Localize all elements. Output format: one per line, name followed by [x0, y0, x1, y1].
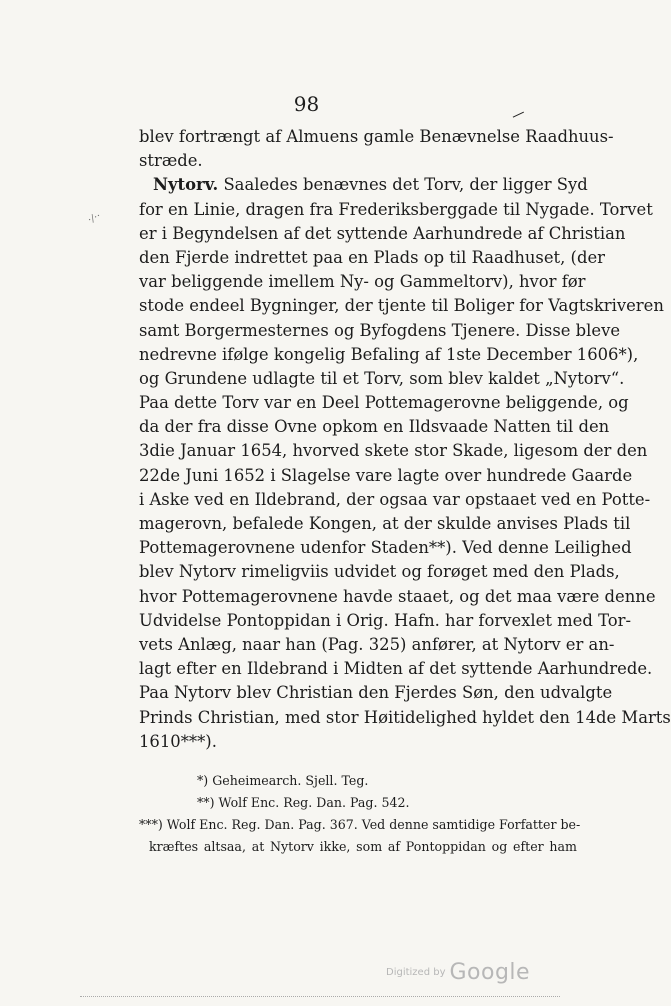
- text-line: Prinds Christian, med stor Høitidelighed hyldet den 14de Marts: [139, 707, 671, 727]
- entry-term: Nytorv.: [153, 175, 219, 195]
- text-line: er i Begyndelsen af det syttende Aarhundrede af Christian: [139, 223, 626, 243]
- text-line: Paa Nytorv blev Christian den Fjerdes Søn, den udvalgte: [139, 683, 613, 703]
- watermark-prefix: Digitized by: [386, 967, 446, 978]
- text-line: for en Linie, dragen fra Frederiksberggade til Nygade. Torvet: [139, 199, 653, 219]
- text-line: da der fra disse Ovne opkom en Ildsvaade Natten til den: [139, 417, 610, 437]
- text-line: den Fjerde indrettet paa en Plads op til Raadhuset, (der: [139, 247, 605, 267]
- text-line: 22de Juni 1652 i Slagelse vare lagte over hundrede Gaarde: [139, 465, 633, 485]
- body-text: [139, 125, 671, 754]
- text-line: stræde.: [139, 151, 203, 171]
- text-line: [139, 173, 588, 197]
- text-line: blev Nytorv rimeligviis udvidet og forøget med den Plads,: [139, 562, 620, 582]
- text-line: nedrevne ifølge kongelig Befaling af 1ste December 1606*),: [139, 344, 639, 364]
- margin-pencil-mark: ·/··: [86, 210, 103, 227]
- scan-edge-dots: [80, 996, 560, 999]
- text-line: 3die Januar 1654, hvorved skete stor Skade, ligesom der den: [139, 441, 648, 461]
- text-line: var beliggende imellem Ny- og Gammeltorv), hvor før: [139, 272, 586, 292]
- text-line: lagt efter en Ildebrand i Midten af det syttende Aarhundrede.: [139, 659, 653, 679]
- text-line: magerovn, befalede Kongen, at der skulde anvises Plads til: [139, 514, 631, 533]
- text-line: hvor Pottemagerovnene havde staaet, og det maa være denne: [139, 586, 656, 606]
- digitized-watermark: [386, 960, 530, 985]
- text-line: stode endeel Bygninger, der tjente til Boliger for Vagtskriveren: [139, 296, 664, 316]
- text-line-content: Saaledes benævnes det Torv, der ligger Syd: [223, 175, 588, 195]
- google-logo: Google: [449, 960, 531, 985]
- text-line: blev fortrængt af Almuens gamle Benævnelse Raadhuus-: [139, 127, 614, 146]
- footnote: *) Geheimearch. Sjell. Teg.: [197, 773, 369, 788]
- text-line: 1610***).: [139, 731, 217, 751]
- text-line: Pottemagerovnene udenfor Staden**). Ved denne Leilighed: [139, 538, 632, 558]
- text-line: vets Anlæg, naar han (Pag. 325) anfører, at Nytorv er an-: [139, 634, 615, 654]
- footnote-continuation: kræftes altsaa, at Nytorv ikke, som af Pontoppidan og efter ham: [149, 839, 577, 854]
- page-number: 98: [293, 92, 320, 116]
- footnotes: [139, 770, 581, 858]
- footnote: **) Wolf Enc. Reg. Dan. Pag. 542.: [197, 795, 410, 810]
- text-line: Udvidelse Pontoppidan i Orig. Hafn. har forvexlet med Tor-: [139, 610, 631, 630]
- footnote: ***) Wolf Enc. Reg. Dan. Pag. 367. Ved denne samtidige Forfatter be-: [139, 817, 581, 832]
- text-line: og Grundene udlagte til et Torv, som blev kaldet „Nytorv“.: [139, 368, 625, 388]
- text-line: i Aske ved en Ildebrand, der ogsaa var opstaaet ved en Potte-: [139, 489, 651, 509]
- text-line: samt Borgermesternes og Byfogdens Tjenere. Disse bleve: [139, 320, 621, 340]
- text-line: Paa dette Torv var en Deel Pottemagerovne beliggende, og: [139, 393, 629, 413]
